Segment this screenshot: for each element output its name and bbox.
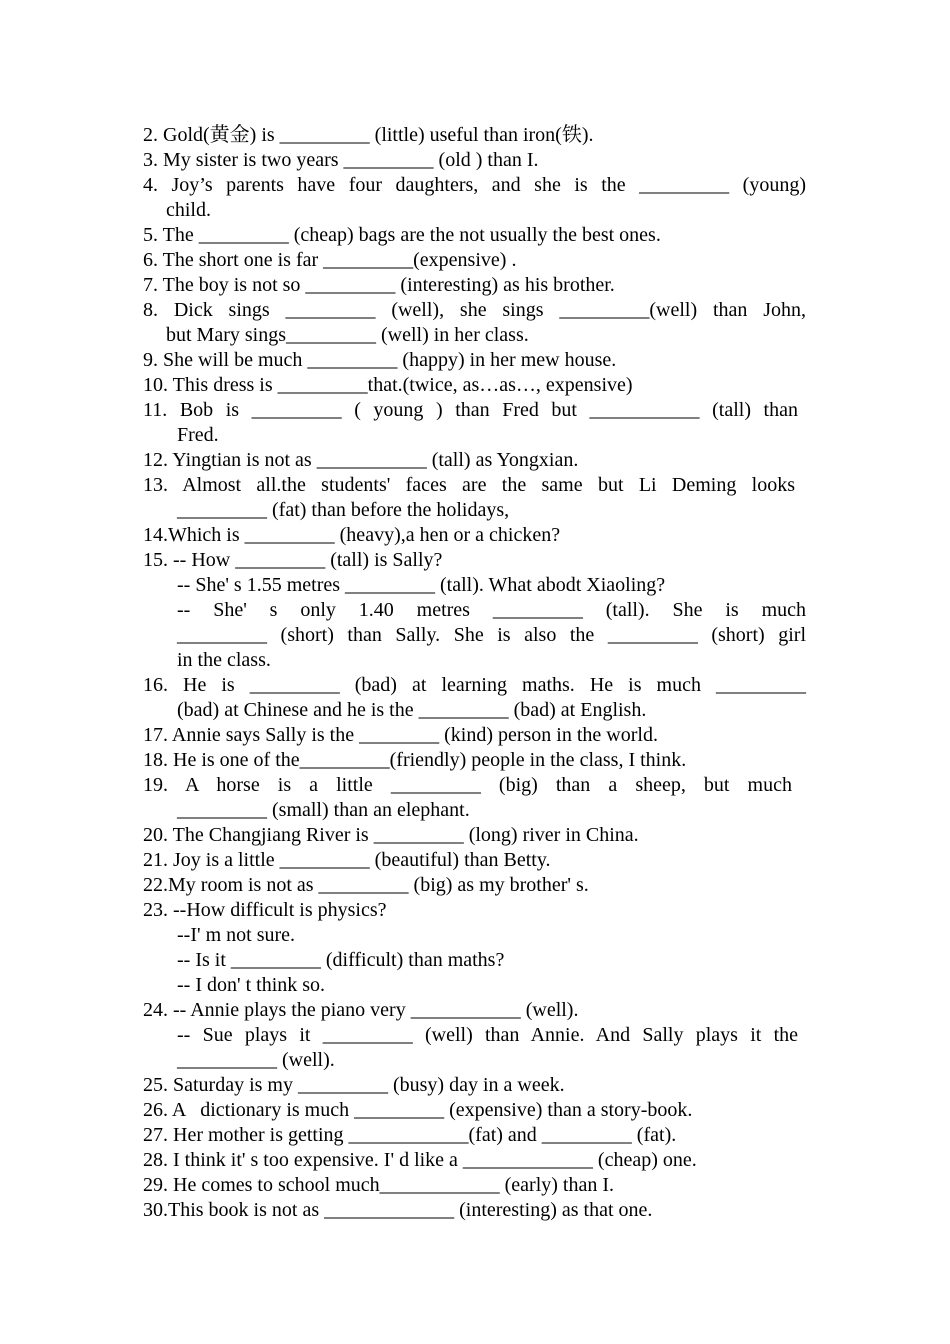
exercise-line: 25. Saturday is my _________ (busy) day in a week. [143, 1074, 565, 1096]
exercise-line: 13. Almost all.the students' faces are the same but Li Deming looks [143, 474, 795, 496]
exercise-line-continued: Fred. [177, 424, 219, 446]
exercise-line: 27. Her mother is getting ____________(fat) and _________ (fat). [143, 1124, 677, 1146]
exercise-14 [143, 523, 806, 548]
exercise-5 [143, 223, 806, 248]
exercise-line: 7. The boy is not so _________ (interesting) as his brother. [143, 274, 615, 296]
exercise-23 [143, 898, 806, 998]
exercise-10 [143, 373, 806, 398]
exercise-17 [143, 723, 806, 748]
exercise-line-continued: -- Is it _________ (difficult) than maths? [177, 949, 505, 971]
exercise-line: 2. Gold(黄金) is _________ (little) useful than iron(铁). [143, 124, 594, 146]
exercise-6 [143, 248, 806, 273]
exercise-line: 24. -- Annie plays the piano very ___________ (well). [143, 999, 579, 1021]
exercise-line: 20. The Changjiang River is _________ (long) river in China. [143, 824, 639, 846]
exercise-line: 15. -- How _________ (tall) is Sally? [143, 549, 443, 571]
exercise-line-continued: __________ (well). [177, 1049, 335, 1071]
exercise-16 [143, 673, 806, 723]
exercise-24 [143, 998, 806, 1073]
exercise-12 [143, 448, 806, 473]
exercise-28 [143, 1148, 806, 1173]
exercise-line: 14.Which is _________ (heavy),a hen or a chicken? [143, 524, 561, 546]
exercise-line: 30.This book is not as _____________ (interesting) as that one. [143, 1199, 653, 1221]
exercise-line: 23. --How difficult is physics? [143, 899, 387, 921]
exercise-21 [143, 848, 806, 873]
exercise-20 [143, 823, 806, 848]
exercise-26 [143, 1098, 806, 1123]
exercise-line-continued: _________ (fat) than before the holidays, [177, 499, 510, 521]
exercise-line: 12. Yingtian is not as ___________ (tall) as Yongxian. [143, 449, 579, 471]
exercise-line: 19. A horse is a little _________ (big) than a sheep, but much [143, 774, 792, 796]
exercise-line-continued: -- I don' t think so. [177, 974, 326, 996]
exercise-line: 22.My room is not as _________ (big) as my brother' s. [143, 874, 589, 896]
exercise-8 [143, 298, 806, 348]
exercise-18 [143, 748, 806, 773]
exercise-line: 21. Joy is a little _________ (beautiful) than Betty. [143, 849, 551, 871]
exercise-line: 11. Bob is _________ ( young ) than Fred but ___________ (tall) than [143, 399, 798, 421]
exercise-7 [143, 273, 806, 298]
exercise-line: 8. Dick sings _________ (well), she sings _________(well) than John, [143, 299, 806, 321]
exercise-line: 6. The short one is far _________(expensive) . [143, 249, 517, 271]
exercise-line: 9. She will be much _________ (happy) in her mew house. [143, 349, 617, 371]
exercise-line-continued: -- She' s only 1.40 metres _________ (tall). She is much [177, 599, 806, 621]
exercise-line: 26. A dictionary is much _________ (expensive) than a story-book. [143, 1099, 693, 1121]
exercise-line-continued: but Mary sings_________ (well) in her class. [166, 324, 529, 346]
exercise-11 [143, 398, 806, 448]
exercise-19 [143, 773, 806, 823]
exercise-9 [143, 348, 806, 373]
exercise-line-continued: _________ (short) than Sally. She is also the _________ (short) girl [177, 624, 806, 646]
exercise-line: 16. He is _________ (bad) at learning maths. He is much _________ [143, 674, 806, 696]
exercise-sheet [143, 123, 806, 1223]
exercise-line-continued: in the class. [177, 649, 271, 671]
exercise-29 [143, 1173, 806, 1198]
exercise-line: 18. He is one of the_________(friendly) people in the class, I think. [143, 749, 687, 771]
exercise-line: 29. He comes to school much____________ (early) than I. [143, 1174, 615, 1196]
exercise-line: 17. Annie says Sally is the ________ (kind) person in the world. [143, 724, 658, 746]
exercise-22 [143, 873, 806, 898]
exercise-line: 10. This dress is _________that.(twice, as…as…, expensive) [143, 374, 633, 396]
exercise-2 [143, 123, 806, 148]
exercise-4 [143, 173, 806, 223]
exercise-13 [143, 473, 806, 523]
exercise-line: 3. My sister is two years _________ (old ) than I. [143, 149, 539, 171]
exercise-15 [143, 548, 806, 673]
exercise-line: 4. Joy’s parents have four daughters, and she is the _________ (young) [143, 174, 806, 196]
exercise-line: 5. The _________ (cheap) bags are the not usually the best ones. [143, 224, 661, 246]
exercise-line-continued: --I' m not sure. [177, 924, 296, 946]
exercise-line-continued: _________ (small) than an elephant. [177, 799, 470, 821]
exercise-line-continued: -- Sue plays it _________ (well) than Annie. And Sally plays it the [177, 1024, 798, 1046]
exercise-line-continued: child. [166, 199, 211, 221]
exercise-30 [143, 1198, 806, 1223]
exercise-line-continued: -- She' s 1.55 metres _________ (tall). What abodt Xiaoling? [177, 574, 666, 596]
exercise-27 [143, 1123, 806, 1148]
exercise-line-continued: (bad) at Chinese and he is the _________ (bad) at English. [177, 699, 647, 721]
exercise-25 [143, 1073, 806, 1098]
exercise-line: 28. I think it' s too expensive. I' d like a _____________ (cheap) one. [143, 1149, 697, 1171]
exercise-3 [143, 148, 806, 173]
